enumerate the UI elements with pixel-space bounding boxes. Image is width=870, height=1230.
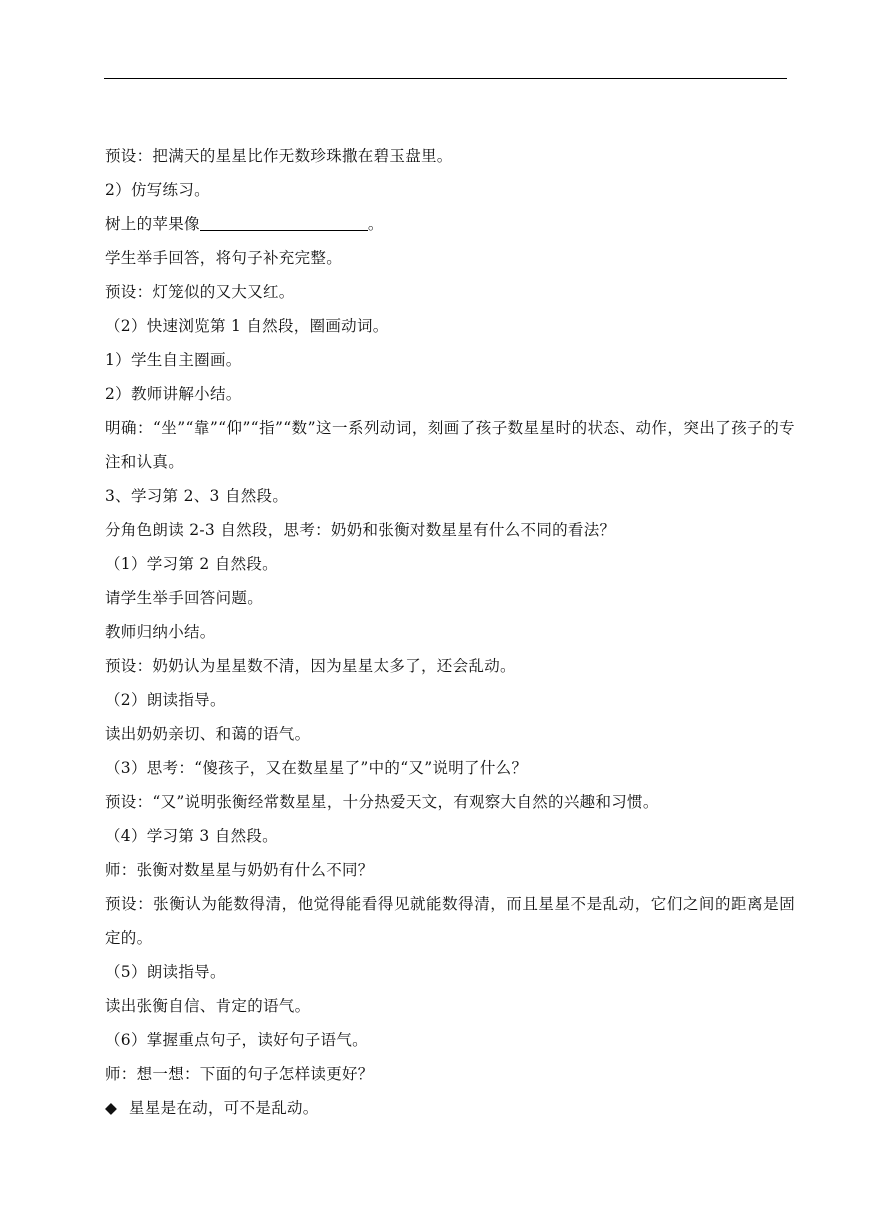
sentence-prefix: 树上的苹果像 [105, 215, 200, 233]
paragraph: 分角色朗读 2-3 自然段，思考：奶奶和张衡对数星星有什么不同的看法？ [105, 521, 616, 539]
paragraph: 读出奶奶亲切、和蔼的语气。 [105, 725, 311, 743]
paragraph: 师：想一想：下面的句子怎样读更好？ [105, 1065, 374, 1083]
fill-in-sentence [105, 207, 795, 241]
paragraph: 2）仿写练习。 [105, 181, 210, 199]
bullet-item [105, 1091, 795, 1125]
paragraph: 请学生举手回答问题。 [105, 589, 264, 607]
paragraph: 预设：把满天的星星比作无数珍珠撒在碧玉盘里。 [105, 147, 453, 165]
section-heading: 3、学习第 2、3 自然段。 [105, 487, 289, 505]
paragraph: 预设：张衡认为能数得清，他觉得能看得见就能数得清，而且星星不是乱动，它们之间的距离是固定的。 [105, 895, 795, 947]
diamond-bullet-icon: ◆ [105, 1099, 118, 1117]
paragraph: （1）学习第 2 自然段。 [105, 555, 278, 573]
paragraph: 明确：“坐”“靠”“仰”“指”“数”这一系列动词，刻画了孩子数星星时的状态、动作，突出了孩子的专注和认真。 [105, 419, 795, 471]
bullet-text: 星星是在动，可不是乱动。 [129, 1099, 319, 1117]
paragraph: 预设：“又”说明张衡经常数星星，十分热爱天文，有观察大自然的兴趣和习惯。 [105, 793, 659, 811]
paragraph: 学生举手回答，将句子补充完整。 [105, 249, 343, 267]
paragraph: （3）思考：“傻孩子，又在数星星了”中的“又”说明了什么？ [105, 759, 528, 777]
paragraph: （2）朗读指导。 [105, 691, 226, 709]
sentence-suffix: 。 [367, 215, 384, 233]
paragraph: 2）教师讲解小结。 [105, 385, 242, 403]
document-body [105, 139, 795, 1125]
paragraph: 读出张衡自信、肯定的语气。 [105, 997, 311, 1015]
paragraph: 教师归纳小结。 [105, 623, 216, 641]
paragraph: 预设：灯笼似的又大又红。 [105, 283, 295, 301]
paragraph: （6）掌握重点句子，读好句子语气。 [105, 1031, 368, 1049]
fill-in-blank [200, 212, 368, 231]
paragraph: 预设：奶奶认为星星数不清，因为星星太多了，还会乱动。 [105, 657, 516, 675]
header-rule [104, 78, 787, 79]
paragraph: （2）快速浏览第 1 自然段，圈画动词。 [105, 317, 389, 335]
paragraph: （5）朗读指导。 [105, 963, 226, 981]
paragraph: （4）学习第 3 自然段。 [105, 827, 278, 845]
paragraph: 1）学生自主圈画。 [105, 351, 242, 369]
paragraph: 师：张衡对数星星与奶奶有什么不同？ [105, 861, 374, 879]
